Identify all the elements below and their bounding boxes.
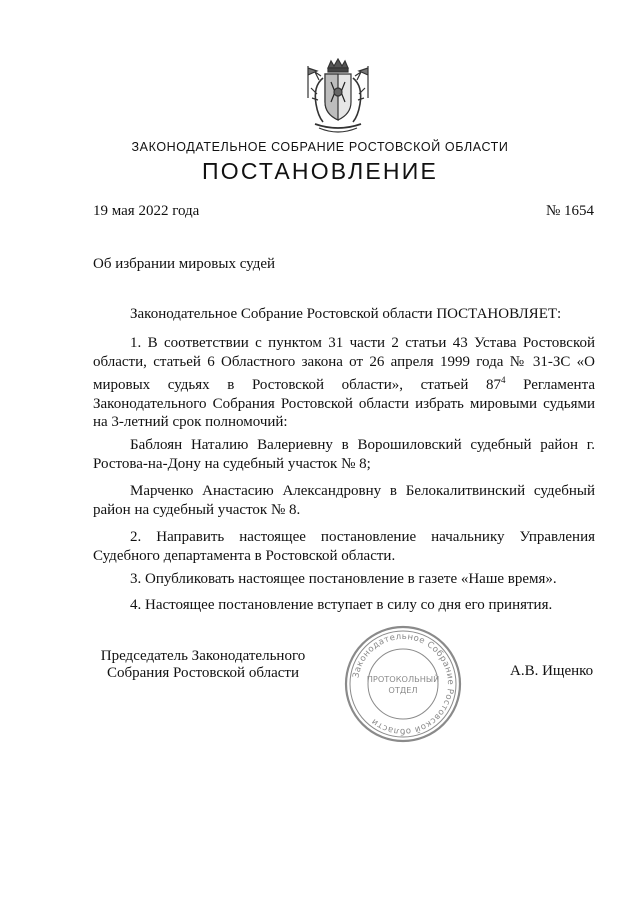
official-stamp: [342, 623, 464, 745]
document-subject: Об избрании мировых судей: [93, 256, 276, 272]
judge-1-paragraph: Баблоян Наталию Валериевну в Ворошиловский судебный район г. Ростова-на-Дону на судебный участок № 8;: [93, 437, 595, 472]
stamp-outer-text: Законодательное Собрание Ростовской области: [351, 631, 456, 737]
document-date: 19 мая 2022 года: [93, 203, 200, 219]
judge-1-block: [93, 436, 595, 473]
resolution-item-3: [93, 570, 595, 589]
item-3-paragraph: 3. Опубликовать настоящее постановление в газете «Наше время».: [130, 571, 557, 587]
signatory-title: [93, 648, 313, 682]
document-number: № 1654: [545, 203, 594, 219]
signatory-title-line-1: Председатель Законодательного: [100, 648, 306, 664]
resolution-item-2: [93, 528, 595, 565]
item-4-paragraph: 4. Настоящее постановление вступает в силу со дня его принятия.: [130, 597, 553, 613]
coat-of-arms-emblem: [301, 58, 375, 138]
document-type-title: ПОСТАНОВЛЕНИЕ: [202, 158, 438, 184]
organization-header: ЗАКОНОДАТЕЛЬНОЕ СОБРАНИЕ РОСТОВСКОЙ ОБЛАСТИ: [131, 140, 509, 154]
item-2-paragraph: 2. Направить настоящее постановление начальнику Управления Судебного департамента в Ростовской области.: [93, 529, 595, 564]
judge-2-block: [93, 482, 595, 519]
intro-paragraph: Законодательное Собрание Ростовской области ПОСТАНОВЛЯЕТ:: [130, 306, 562, 322]
item-1-text-b: Регламента Законодательного Собрания Ростовской области избрать мировыми судьями на 3-летний срок полномочий:: [93, 377, 595, 430]
resolution-item-1: [93, 334, 595, 432]
item-1-text-a: 1. В соответствии с пунктом 31 части 2 статьи 43 Устава Ростовской области, статьей 6 Областного закона от 26 апреля 1999 года № 31-ЗС «О мировых судьях в Ростовской области», статьей 87: [93, 335, 595, 393]
stamp-inner-line-2: ОТДЕЛ: [388, 685, 418, 695]
stamp-icon: [342, 623, 464, 745]
stamp-inner-line-1: ПРОТОКОЛЬНЫЙ: [366, 674, 440, 684]
signatory-title-line-2: Собрания Ростовской области: [107, 665, 299, 681]
resolution-intro: [93, 305, 595, 324]
signatory-name: А.В. Ищенко: [510, 663, 594, 679]
judge-2-paragraph: Марченко Анастасию Александровну в Белокалитвинский судебный район на судебный участок № 8.: [93, 483, 595, 518]
item-1-paragraph: [93, 334, 595, 432]
resolution-item-4: [93, 596, 595, 615]
item-1-superscript: 4: [500, 375, 506, 385]
coat-of-arms-icon: [301, 58, 375, 138]
